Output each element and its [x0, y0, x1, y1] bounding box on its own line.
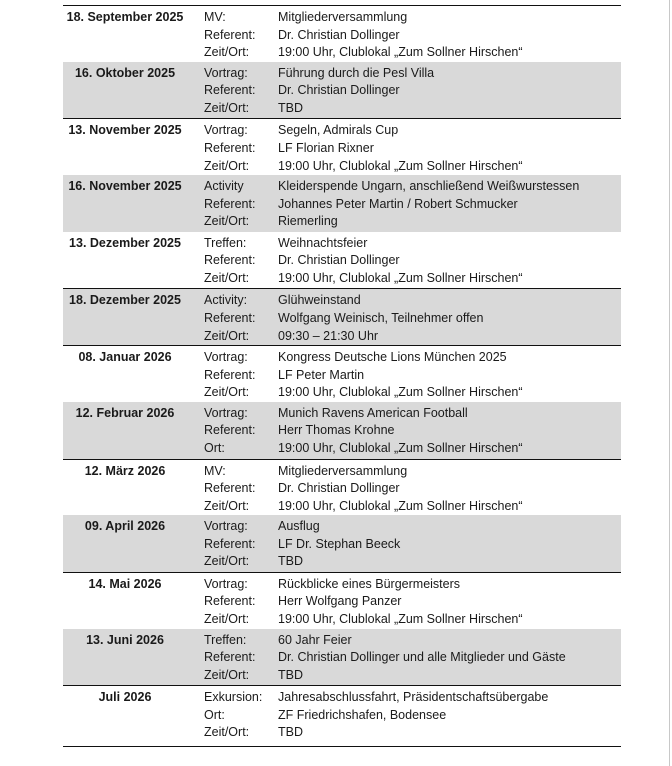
event-date: 16. November 2025: [68, 179, 182, 194]
event-detail-line: [204, 577, 621, 595]
event-detail-line: [204, 464, 621, 482]
detail-label: Referent:: [204, 650, 256, 665]
event-row: [63, 232, 621, 289]
detail-label: Zeit/Ort:: [204, 158, 250, 173]
event-detail-line: [204, 214, 621, 232]
detail-label: Zeit/Ort:: [204, 270, 250, 285]
event-date: 16. Oktober 2025: [74, 65, 176, 80]
detail-value: Dr. Christian Dollinger und alle Mitglieder und Gäste: [278, 650, 566, 665]
detail-label: MV:: [204, 463, 226, 478]
detail-value: Riemerling: [278, 214, 338, 229]
detail-label: Referent:: [204, 140, 256, 155]
event-detail-line: [204, 668, 621, 686]
detail-label: Zeit/Ort:: [204, 612, 250, 627]
detail-label: Vortrag:: [204, 576, 248, 591]
detail-label: Referent:: [204, 536, 256, 551]
event-detail-line: [204, 612, 621, 630]
detail-value: 19:00 Uhr, Clublokal „Zum Sollner Hirschen“: [278, 498, 523, 513]
event-detail-line: [204, 594, 621, 612]
detail-label: Vortrag:: [204, 65, 248, 80]
detail-value: Wolfgang Weinisch, Teilnehmer offen: [278, 311, 484, 326]
event-detail-line: [204, 159, 621, 177]
event-detail-line: [204, 650, 621, 668]
event-row: [63, 5, 621, 62]
detail-label: Referent:: [204, 253, 256, 268]
event-date: 12. Februar 2026: [75, 405, 175, 420]
event-detail-line: [204, 293, 621, 311]
event-row: [63, 685, 621, 747]
event-detail-line: [204, 350, 621, 368]
event-row: [63, 118, 621, 175]
event-detail-line: [204, 690, 621, 708]
detail-label: Referent:: [204, 594, 256, 609]
detail-label: Ort:: [204, 441, 225, 455]
detail-label: Treffen:: [204, 235, 247, 250]
event-detail-line: [204, 725, 621, 743]
detail-label: Referent:: [204, 423, 256, 438]
event-row: [63, 345, 621, 402]
event-detail-line: [204, 179, 621, 197]
event-detail-line: [204, 481, 621, 499]
event-detail-line: [204, 236, 621, 254]
event-details: [204, 690, 621, 743]
detail-value: TBD: [278, 100, 303, 115]
detail-label: Vortrag:: [204, 405, 248, 420]
detail-label: Referent:: [204, 367, 256, 382]
event-date: 09. April 2026: [84, 519, 166, 534]
detail-value: 19:00 Uhr, Clublokal „Zum Sollner Hirschen“: [278, 158, 523, 173]
event-detail-line: [204, 329, 621, 347]
event-detail-line: [204, 83, 621, 101]
event-detail-line: [204, 633, 621, 651]
event-detail-line: [204, 708, 621, 726]
event-detail-line: [204, 253, 621, 271]
detail-label: Ort:: [204, 707, 225, 722]
detail-value: Dr. Christian Dollinger: [278, 27, 400, 42]
detail-value: Dr. Christian Dollinger: [278, 481, 400, 496]
event-detail-line: [204, 537, 621, 555]
event-row: [63, 175, 621, 232]
detail-value: ZF Friedrichshafen, Bodensee: [278, 707, 447, 722]
event-details: [204, 10, 621, 63]
event-row: [63, 62, 621, 119]
event-detail-line: [204, 66, 621, 84]
detail-value: Dr. Christian Dollinger: [278, 253, 400, 268]
detail-value: Weihnachtsfeier: [278, 235, 368, 250]
event-detail-line: [204, 45, 621, 63]
event-detail-line: [204, 499, 621, 517]
detail-value: TBD: [278, 725, 303, 740]
detail-label: Vortrag:: [204, 519, 248, 534]
event-detail-line: [204, 101, 621, 119]
event-date: 13. Dezember 2025: [69, 235, 181, 250]
event-detail-line: [204, 10, 621, 28]
detail-label: Referent:: [204, 196, 256, 211]
detail-value: LF Florian Rixner: [278, 140, 374, 155]
detail-value: Munich Ravens American Football: [278, 405, 468, 420]
event-date: 14. Mai 2026: [88, 576, 162, 591]
event-detail-line: [204, 554, 621, 572]
detail-value: 09:30 – 21:30 Uhr: [278, 328, 379, 343]
event-date: 13. November 2025: [68, 123, 182, 138]
detail-label: Zeit/Ort:: [204, 385, 250, 400]
event-date: 08. Januar 2026: [78, 350, 172, 365]
detail-value: 19:00 Uhr, Clublokal „Zum Sollner Hirschen“: [278, 441, 523, 455]
event-details: [204, 66, 621, 119]
detail-value: Dr. Christian Dollinger: [278, 83, 400, 98]
detail-value: Führung durch die Pesl Villa: [278, 65, 435, 80]
event-row: [63, 288, 621, 345]
event-details: [204, 464, 621, 517]
detail-label: Vortrag:: [204, 350, 248, 365]
detail-value: Johannes Peter Martin / Robert Schmucker: [278, 196, 518, 211]
detail-label: Zeit/Ort:: [204, 667, 250, 682]
event-details: [204, 236, 621, 289]
event-row: [63, 515, 621, 572]
detail-label: Zeit/Ort:: [204, 214, 250, 229]
event-details: [204, 633, 621, 686]
event-details: [204, 293, 621, 346]
detail-value: 19:00 Uhr, Clublokal „Zum Sollner Hirschen“: [278, 385, 523, 400]
detail-value: 60 Jahr Feier: [278, 632, 352, 647]
detail-value: Kleiderspende Ungarn, anschließend Weißwurstessen: [278, 179, 580, 194]
page-edge: [669, 0, 670, 766]
event-details: [204, 406, 621, 459]
event-detail-line: [204, 441, 621, 459]
event-detail-line: [204, 123, 621, 141]
detail-label: Referent:: [204, 481, 256, 496]
detail-value: Ausflug: [278, 519, 320, 534]
event-detail-line: [204, 406, 621, 424]
event-detail-line: [204, 368, 621, 386]
event-row: [63, 459, 621, 516]
detail-label: Referent:: [204, 311, 256, 326]
detail-label: Zeit/Ort:: [204, 100, 250, 115]
event-detail-line: [204, 271, 621, 289]
detail-value: TBD: [278, 667, 303, 682]
detail-label: MV:: [204, 10, 226, 24]
detail-value: LF Peter Martin: [278, 367, 365, 382]
event-date: 18. September 2025: [66, 10, 184, 24]
event-schedule-table: [63, 5, 621, 747]
detail-label: Treffen:: [204, 632, 247, 647]
detail-label: Zeit/Ort:: [204, 45, 250, 60]
event-details: [204, 519, 621, 572]
detail-value: Jahresabschlussfahrt, Präsidentschaftsübergabe: [278, 690, 549, 705]
event-details: [204, 350, 621, 403]
detail-label: Zeit/Ort:: [204, 328, 250, 343]
event-date: 18. Dezember 2025: [69, 293, 181, 308]
event-detail-line: [204, 423, 621, 441]
event-details: [204, 123, 621, 176]
detail-value: LF Dr. Stephan Beeck: [278, 536, 401, 551]
detail-label: Vortrag:: [204, 123, 248, 138]
event-date: Juli 2026: [98, 690, 152, 705]
event-detail-line: [204, 311, 621, 329]
event-row: [63, 572, 621, 629]
event-date: 12. März 2026: [84, 463, 166, 478]
event-detail-line: [204, 197, 621, 215]
event-details: [204, 179, 621, 232]
detail-value: Glühweinstand: [278, 293, 361, 308]
detail-value: Rückblicke eines Bürgermeisters: [278, 576, 461, 591]
event-row: [63, 629, 621, 686]
detail-value: Segeln, Admirals Cup: [278, 123, 399, 138]
detail-value: Kongress Deutsche Lions München 2025: [278, 350, 507, 365]
event-detail-line: [204, 141, 621, 159]
detail-value: TBD: [278, 554, 303, 569]
event-date: 13. Juni 2026: [86, 632, 164, 647]
detail-label: Exkursion:: [204, 690, 263, 705]
detail-label: Zeit/Ort:: [204, 554, 250, 569]
detail-value: 19:00 Uhr, Clublokal „Zum Sollner Hirschen“: [278, 612, 523, 627]
event-detail-line: [204, 28, 621, 46]
detail-value: Herr Wolfgang Panzer: [278, 594, 402, 609]
event-details: [204, 577, 621, 630]
detail-value: 19:00 Uhr, Clublokal „Zum Sollner Hirschen“: [278, 270, 523, 285]
detail-value: Mitgliederversammlung: [278, 463, 408, 478]
detail-label: Referent:: [204, 27, 256, 42]
detail-label: Activity: [204, 179, 244, 194]
detail-value: Mitgliederversammlung: [278, 10, 408, 24]
event-row: [63, 402, 621, 459]
event-detail-line: [204, 385, 621, 403]
event-detail-line: [204, 519, 621, 537]
detail-value: 19:00 Uhr, Clublokal „Zum Sollner Hirschen“: [278, 45, 523, 60]
detail-label: Activity:: [204, 293, 248, 308]
detail-value: Herr Thomas Krohne: [278, 423, 395, 438]
detail-label: Referent:: [204, 83, 256, 98]
detail-label: Zeit/Ort:: [204, 725, 250, 740]
detail-label: Zeit/Ort:: [204, 498, 250, 513]
